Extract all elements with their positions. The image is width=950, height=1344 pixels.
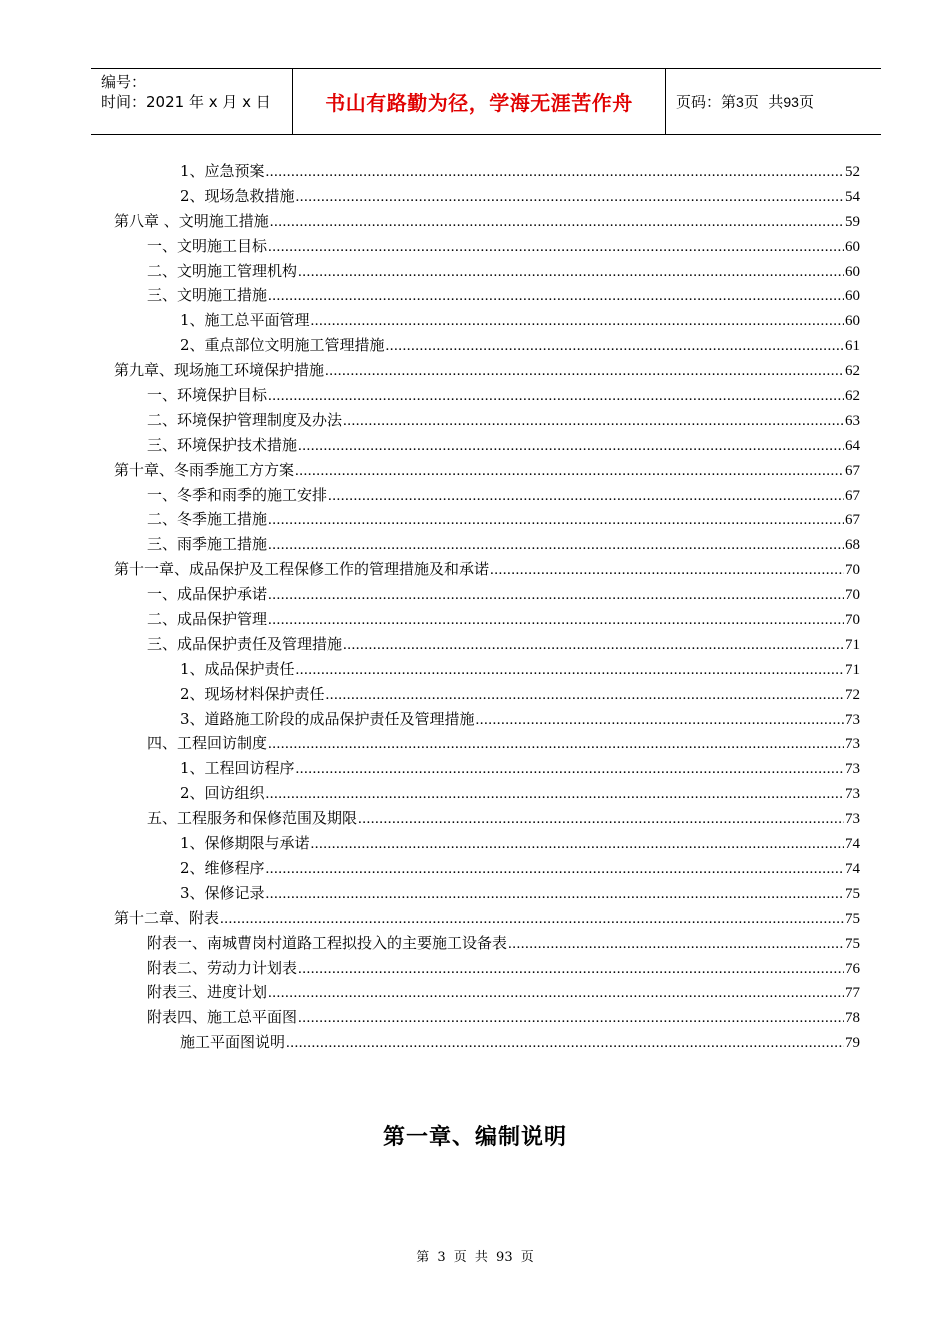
page-suffix: 页 — [798, 93, 814, 111]
toc-dot-leader — [476, 712, 844, 729]
toc-entry-title: 三、雨季施工措施 — [147, 535, 268, 554]
toc-dot-leader — [325, 363, 844, 380]
toc-entry[interactable] — [114, 633, 860, 658]
toc-dot-leader — [268, 985, 844, 1002]
toc-entry-title: 1、应急预案 — [180, 162, 265, 180]
toc-dot-leader — [358, 811, 844, 828]
toc-entry-title: 一、冬季和雨季的施工安排 — [147, 485, 328, 504]
toc-entry[interactable] — [114, 1006, 860, 1031]
toc-entry[interactable] — [114, 658, 860, 683]
toc-dot-leader — [508, 936, 844, 953]
toc-dot-leader — [268, 537, 844, 554]
toc-entry-page: 63 — [845, 412, 860, 429]
toc-dot-leader — [298, 961, 844, 978]
toc-entry-title: 1、工程回访程序 — [180, 759, 295, 778]
toc-entry-page: 60 — [845, 238, 860, 255]
page-total: 93 — [783, 93, 799, 110]
time-label: 时间：2021 年 x 月 x 日 — [101, 93, 271, 111]
toc-entry[interactable] — [114, 757, 860, 782]
toc-dot-leader — [266, 861, 844, 878]
toc-entry-title: 四、工程回访制度 — [147, 734, 268, 753]
toc-dot-leader — [220, 911, 844, 928]
toc-dot-leader — [268, 736, 844, 753]
toc-entry-page: 78 — [845, 1010, 860, 1027]
toc-dot-leader — [298, 264, 844, 281]
toc-entry-page: 62 — [845, 363, 860, 380]
toc-entry-page: 73 — [845, 736, 860, 753]
toc-entry-title: 第十二章、附表 — [114, 908, 220, 927]
toc-entry-title: 2、现场材料保护责任 — [180, 684, 325, 703]
toc-entry[interactable] — [114, 981, 860, 1006]
toc-entry-title: 二、文明施工管理机构 — [147, 261, 298, 280]
toc-entry-title: 3、道路施工阶段的成品保护责任及管理措施 — [180, 709, 475, 728]
toc-dot-leader — [490, 562, 844, 579]
toc-entry[interactable] — [114, 708, 860, 733]
toc-entry[interactable] — [114, 533, 860, 558]
toc-entry-title: 一、环境保护目标 — [147, 386, 268, 405]
header-motto: 书山有路勤为径，学海无涯苦作舟 — [325, 91, 633, 115]
toc-entry-page: 67 — [845, 512, 860, 529]
toc-entry[interactable] — [114, 210, 860, 235]
toc-entry-title: 1、保修期限与承诺 — [180, 834, 310, 853]
toc-entry-title: 2、重点部位文明施工管理措施 — [180, 336, 385, 355]
toc-dot-leader — [266, 786, 844, 803]
toc-entry[interactable] — [114, 309, 860, 334]
toc-entry-page: 73 — [845, 761, 860, 778]
toc-entry[interactable] — [114, 359, 860, 384]
toc-entry-title: 1、施工总平面管理 — [180, 311, 310, 330]
toc-entry-title: 附表一、南城曹岗村道路工程拟投入的主要施工设备表 — [147, 933, 508, 952]
toc-entry[interactable] — [114, 508, 860, 533]
toc-entry-page: 79 — [845, 1035, 860, 1052]
toc-entry-title: 附表二、劳动力计划表 — [147, 958, 298, 977]
chapter-heading: 第一章、编制说明 — [382, 1125, 567, 1150]
toc-entry[interactable] — [114, 558, 860, 583]
toc-entry-page: 60 — [845, 263, 860, 280]
toc-dot-leader — [328, 488, 844, 505]
toc-entry-title: 1、成品保护责任 — [180, 659, 295, 678]
toc-dot-leader — [266, 886, 844, 903]
toc-entry[interactable] — [114, 384, 860, 409]
toc-entry-page: 71 — [845, 661, 860, 678]
toc-entry[interactable] — [114, 334, 860, 359]
toc-entry[interactable] — [114, 832, 860, 857]
toc-entry-page: 73 — [845, 711, 860, 728]
toc-entry-title: 二、冬季施工措施 — [147, 510, 268, 529]
toc-entry[interactable] — [114, 907, 860, 932]
toc-entry-page: 77 — [845, 985, 860, 1002]
toc-entry-page: 75 — [845, 885, 860, 902]
serial-label: 编号： — [101, 73, 147, 91]
toc-dot-leader — [268, 288, 844, 305]
toc-dot-leader — [266, 164, 844, 181]
toc-entry-page: 68 — [845, 537, 860, 554]
toc-entry-page: 70 — [845, 562, 860, 579]
toc-entry-page: 59 — [845, 213, 860, 230]
toc-entry-title: 附表四、施工总平面图 — [147, 1008, 298, 1027]
toc-dot-leader — [295, 463, 844, 480]
header-page-info — [666, 69, 881, 134]
toc-entry-title: 一、成品保护承诺 — [147, 585, 268, 604]
toc-entry-title: 二、成品保护管理 — [147, 610, 268, 629]
toc-entry[interactable] — [114, 608, 860, 633]
toc-entry-page: 73 — [845, 786, 860, 803]
page-current: 3 — [736, 93, 744, 110]
toc-entry[interactable] — [114, 160, 860, 185]
toc-dot-leader — [386, 338, 844, 355]
toc-dot-leader — [311, 836, 844, 853]
toc-entry-title: 一、文明施工目标 — [147, 236, 268, 255]
toc-dot-leader — [343, 413, 844, 430]
toc-dot-leader — [311, 313, 844, 330]
toc-entry-page: 64 — [845, 437, 860, 454]
toc-entry[interactable] — [114, 932, 860, 957]
toc-entry-page: 75 — [845, 935, 860, 952]
page-prefix: 页码：第 — [676, 93, 737, 111]
toc-entry-page: 72 — [845, 686, 860, 703]
toc-entry[interactable] — [114, 1031, 860, 1056]
toc-entry-page: 71 — [845, 636, 860, 653]
toc-entry-title: 3、保修记录 — [180, 883, 265, 902]
toc-entry[interactable] — [114, 235, 860, 260]
toc-entry[interactable] — [114, 882, 860, 907]
toc-entry-page: 70 — [845, 612, 860, 629]
toc-dot-leader — [296, 662, 844, 679]
toc-entry[interactable] — [114, 284, 860, 309]
toc-entry[interactable] — [114, 583, 860, 608]
toc-entry-title: 三、环境保护技术措施 — [147, 435, 298, 454]
toc-dot-leader — [298, 438, 844, 455]
toc-entry-page: 62 — [845, 388, 860, 405]
toc-entry[interactable] — [114, 857, 860, 882]
toc-dot-leader — [270, 214, 844, 231]
toc-entry-title: 五、工程服务和保修范围及期限 — [147, 809, 358, 828]
table-of-contents — [114, 160, 860, 1056]
toc-dot-leader — [286, 1035, 844, 1052]
toc-entry-page: 73 — [845, 811, 860, 828]
toc-entry[interactable] — [114, 683, 860, 708]
toc-entry-title: 2、现场急救措施 — [180, 186, 295, 205]
toc-dot-leader — [296, 189, 844, 206]
toc-entry-page: 60 — [845, 288, 860, 305]
page-footer: 第 3 页 共 93 页 — [416, 1250, 534, 1265]
toc-dot-leader — [326, 687, 844, 704]
toc-entry-page: 54 — [845, 188, 860, 205]
toc-entry-title: 三、成品保护责任及管理措施 — [147, 634, 343, 653]
toc-dot-leader — [268, 512, 844, 529]
toc-dot-leader — [298, 1010, 844, 1027]
toc-entry-page: 75 — [845, 910, 860, 927]
toc-entry[interactable] — [114, 484, 860, 509]
toc-entry[interactable] — [114, 459, 860, 484]
toc-dot-leader — [268, 388, 844, 405]
toc-entry-title: 第十一章、成品保护及工程保修工作的管理措施及和承诺 — [114, 560, 490, 579]
toc-dot-leader — [296, 761, 844, 778]
toc-entry-title: 2、维修程序 — [180, 858, 265, 877]
toc-entry-page: 74 — [845, 836, 860, 853]
toc-entry-page: 60 — [845, 313, 860, 330]
toc-entry[interactable] — [114, 807, 860, 832]
page-header — [91, 68, 881, 135]
toc-dot-leader — [268, 612, 844, 629]
toc-entry[interactable] — [114, 957, 860, 982]
toc-entry-title: 二、环境保护管理制度及办法 — [147, 410, 343, 429]
toc-entry-title: 施工平面图说明 — [180, 1033, 286, 1052]
page-mid: 页 共 — [743, 93, 784, 111]
toc-entry[interactable] — [114, 732, 860, 757]
toc-entry-page: 67 — [845, 487, 860, 504]
toc-dot-leader — [268, 587, 844, 604]
toc-entry[interactable] — [114, 409, 860, 434]
toc-entry[interactable] — [114, 782, 860, 807]
toc-entry[interactable] — [114, 434, 860, 459]
toc-entry[interactable] — [114, 185, 860, 210]
toc-entry-title: 三、文明施工措施 — [147, 286, 268, 305]
toc-entry-page: 74 — [845, 860, 860, 877]
toc-entry-page: 67 — [845, 462, 860, 479]
toc-entry-title: 第八章 、文明施工措施 — [114, 211, 269, 230]
toc-entry[interactable] — [114, 260, 860, 285]
toc-entry-title: 第九章、现场施工环境保护措施 — [114, 361, 325, 380]
toc-entry-page: 70 — [845, 587, 860, 604]
toc-entry-title: 附表三、进度计划 — [147, 983, 268, 1002]
toc-entry-page: 52 — [845, 164, 860, 180]
toc-entry-page: 76 — [845, 960, 860, 977]
toc-entry-title: 第十章、冬雨季施工方方案 — [114, 460, 295, 479]
header-meta — [91, 69, 293, 134]
header-motto-cell — [293, 69, 666, 134]
toc-entry-page: 61 — [845, 338, 860, 355]
toc-dot-leader — [343, 637, 844, 654]
toc-entry-title: 2、回访组织 — [180, 784, 265, 803]
toc-dot-leader — [268, 239, 844, 256]
